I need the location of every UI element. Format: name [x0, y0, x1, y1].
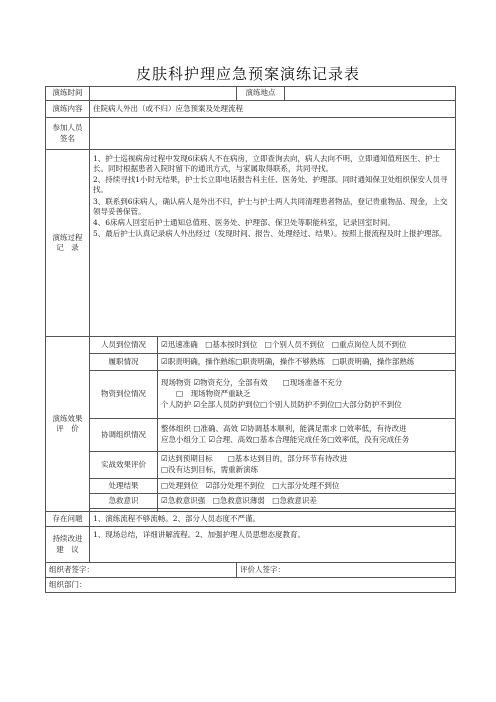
drill-record-table	[45, 86, 456, 593]
improve-value: 1、现场总结，详细讲解流程。2、加强护理人员思想态度教育。	[90, 527, 456, 563]
effect-awareness-row	[46, 494, 456, 509]
effect-label-line1: 演练效果	[52, 413, 83, 423]
time-place-row	[46, 87, 456, 101]
actual-line: □没有达到目标，需重新演练	[161, 465, 259, 474]
result-options[interactable]: □处理到位 ☑部分处理不到位 □大部分处理不到位	[158, 479, 456, 494]
time-label: 演练时间	[46, 87, 90, 101]
duty-label: 履职情况	[90, 354, 158, 371]
arrival-options[interactable]: ☑迅速准确 □基本按时到位 □个别人员不到位 □重点岗位人员不到位	[158, 337, 456, 354]
process-step: 1、护士巡视病房过程中发现6床病人不在病房，立即查询去向，病人去向不明，立即通知值班医生、护士长。同时根据患者入院时留下的通讯方式，与家属取得联系，共同寻找。	[93, 154, 441, 174]
dept-field[interactable]: 组织部门：	[46, 578, 456, 593]
awareness-options[interactable]: ☑急救意识强 □急救意识薄弱 □急救意识差	[158, 494, 456, 509]
awareness-label: 急救意识	[90, 494, 158, 509]
signature-row	[46, 563, 456, 578]
process-label-line1: 演练过程	[52, 232, 83, 242]
process-row	[46, 150, 456, 337]
effect-label-line2: 评 价	[56, 424, 79, 433]
content-value: 住院病人外出（或不归）应急预案及处理流程	[90, 101, 456, 118]
problems-row	[46, 512, 456, 527]
participants-label-line2: 签名	[60, 133, 75, 143]
result-label: 处理结果	[90, 479, 158, 494]
actual-label: 实战效果评价	[90, 452, 158, 479]
evaluator-sign-field[interactable]: 评价人签字：	[237, 563, 456, 578]
effect-duty-row	[46, 354, 456, 371]
improve-label-line2: 建 议	[56, 544, 79, 554]
process-step: 5、最后护士认真记录病人外出经过（发现时间、报告、处理经过、结果）。按照上报流程及时上报护理部。	[93, 228, 447, 238]
problems-label: 存在问题	[46, 512, 90, 527]
effect-coordination-row	[46, 419, 456, 452]
improve-label-line1: 持续改进	[52, 534, 83, 544]
effect-supplies-row	[46, 371, 456, 419]
participants-signatures[interactable]	[90, 118, 456, 150]
place-value[interactable]	[285, 87, 456, 101]
process-step: 2、持续寻找1小时无结果，护士长立即电话报告科主任、医务处、护理部。同时通知保卫处组织保安人员寻找。	[93, 175, 448, 195]
process-steps	[90, 150, 456, 337]
process-label	[46, 150, 90, 337]
coordination-line: 应急小组分工 ☑合理、高效□基本合理能完成任务□效率低，没有完成任务	[161, 435, 410, 444]
problems-value: 1、演练流程不够流畅。2、部分人员态度不严谨。	[90, 512, 456, 527]
coordination-options[interactable]	[158, 419, 456, 452]
time-value[interactable]	[90, 87, 237, 101]
improve-label	[46, 527, 90, 563]
process-label-line2: 记 录	[56, 243, 79, 252]
process-step: 3、联系到6床病人，确认病人是外出不归，护士与护士两人共同清理患者物品，登记贵重物品、现金，上交领导妥善保管。	[93, 196, 448, 216]
page-title: 皮肤科护理应急预案演练记录表	[135, 65, 360, 83]
supplies-label: 物资到位情况	[90, 371, 158, 419]
participants-label-line1: 参加人员	[52, 123, 83, 133]
effect-result-row	[46, 479, 456, 494]
dept-row	[46, 578, 456, 593]
content-label: 演练内容	[46, 101, 90, 118]
effect-actual-row	[46, 452, 456, 479]
supplies-options[interactable]	[158, 371, 456, 419]
supplies-line: 现场物资 ☑物资充分，全部有效 □现场准备不充分	[161, 377, 343, 387]
supplies-line: □ 现场物资严重缺乏	[161, 388, 251, 398]
coordination-line: 整体组织 □准确、高效 ☑协调基本顺利，能满足需求 □效率低，有待改进	[161, 423, 407, 433]
supplies-line: 个人防护 ☑全部人员防护到位□个别人员防护不到位□大部分防护不到位	[161, 400, 402, 410]
arrival-label: 人员到位情况	[90, 337, 158, 354]
effect-label	[46, 337, 90, 512]
participants-label	[46, 118, 90, 150]
improve-row	[46, 527, 456, 563]
organizer-sign-field[interactable]: 组织者签字：	[46, 563, 237, 578]
process-step: 4、6床病人回室后护士通知总值班、医务处、护理部、保卫处等职能科室，记录回室时间。	[93, 217, 396, 227]
actual-options[interactable]	[158, 452, 456, 479]
coordination-label: 协调组织情况	[90, 419, 158, 452]
place-label: 演练地点	[237, 87, 285, 101]
participants-row	[46, 118, 456, 150]
duty-options[interactable]: ☑职责明确，操作熟练□职责明确，操作不够熟练 □职责明确，操作部熟练	[158, 354, 456, 371]
actual-line: ☑达到预期目标 □基本达到目的，部分环节有待改进	[161, 453, 348, 463]
content-row	[46, 101, 456, 118]
effect-arrival-row	[46, 337, 456, 354]
